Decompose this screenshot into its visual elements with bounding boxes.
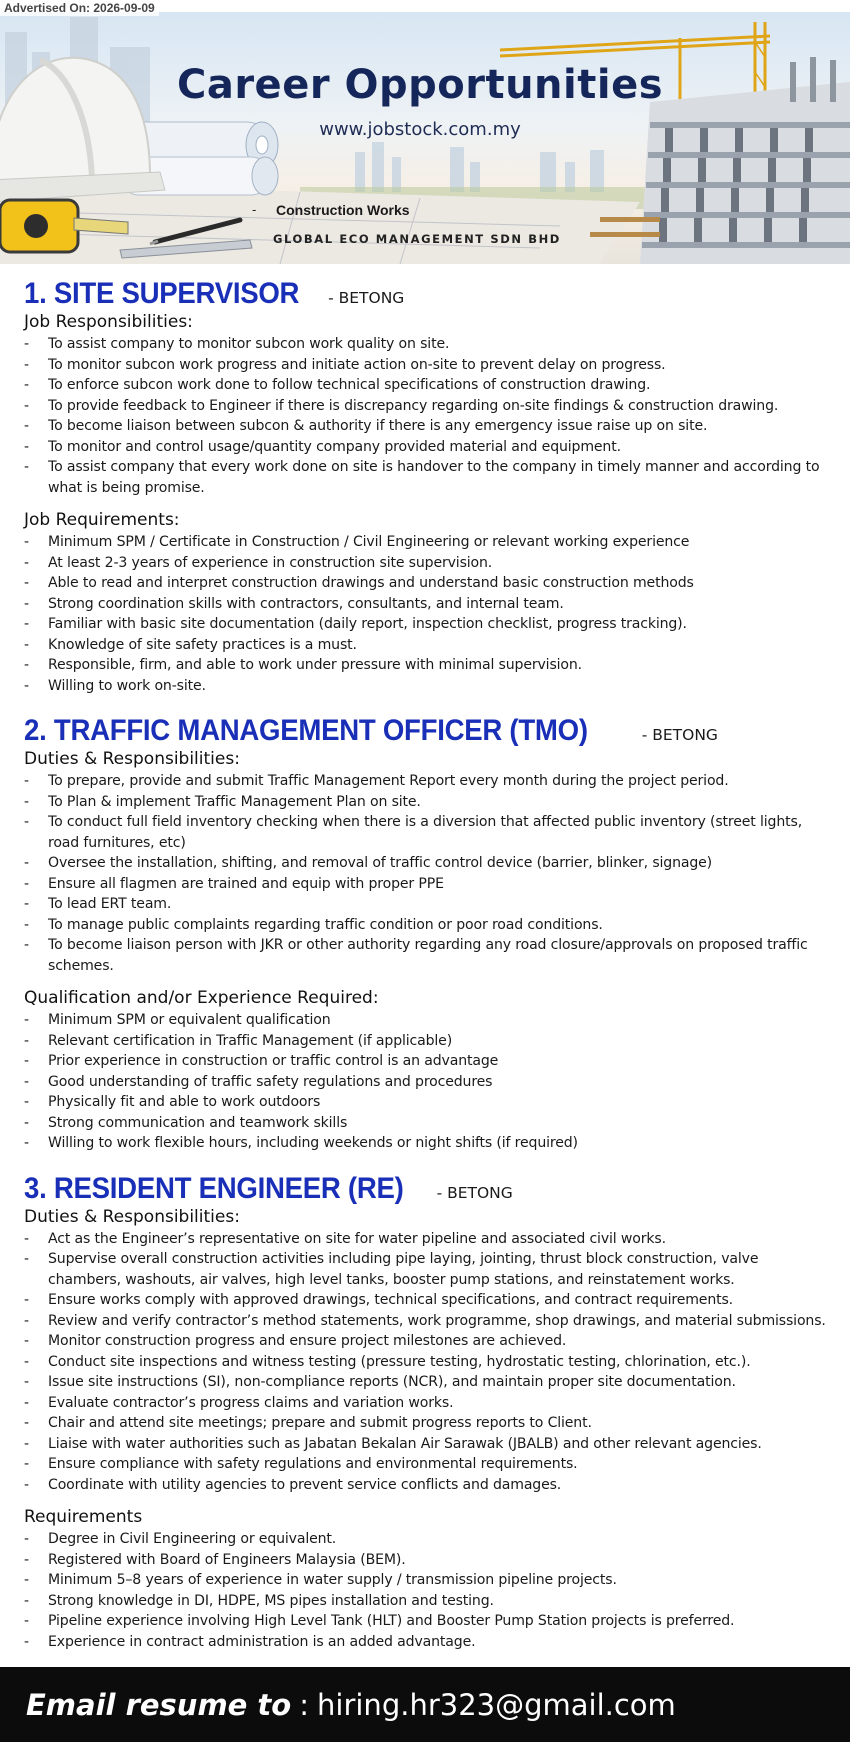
list-item: - Coordinate with utility agencies to prevent service conflicts and damages. — [24, 1475, 834, 1496]
section-heading: Qualification and/or Experience Required: — [24, 988, 379, 1008]
list-item: - Ensure works comply with approved drawings, technical specifications, and contract requirements. — [24, 1290, 834, 1311]
list-item: - Minimum SPM / Certificate in Construction / Civil Engineering or relevant working experience — [24, 532, 834, 553]
job-title-row — [24, 714, 834, 747]
list-item: - Review and verify contractor’s method statements, work programme, shop drawings, and material submissions. — [24, 1311, 834, 1332]
list-item: - Strong knowledge in DI, HDPE, MS pipes installation and testing. — [24, 1591, 834, 1612]
list-item: - To conduct full field inventory checking when there is a diversion that affected public inventory (street lights, road furnitures, etc) — [24, 812, 834, 853]
list-item: - To provide feedback to Engineer if there is discrepancy regarding on-site findings & construction drawing. — [24, 396, 834, 417]
responsibilities-list — [24, 771, 834, 976]
job-location: - BETONG — [323, 289, 405, 307]
job-location: - BETONG — [436, 1183, 513, 1202]
email-address-link[interactable]: hiring.hr323@gmail.com — [317, 1687, 676, 1722]
list-item: - To monitor subcon work progress and initiate action on-site to prevent delay on progress. — [24, 355, 834, 376]
job-title: 3. RESIDENT ENGINEER (RE) — [24, 1171, 404, 1205]
list-item: - Pipeline experience involving High Level Tank (HLT) and Booster Pump Station projects is preferred. — [24, 1611, 834, 1632]
list-item: - To become liaison person with JKR or other authority regarding any road closure/approvals on proposed traffic schemes. — [24, 935, 834, 976]
job-title-row — [24, 277, 834, 310]
job-site-supervisor — [24, 277, 834, 696]
job-location: - BETONG — [636, 726, 718, 744]
list-item: - Registered with Board of Engineers Malaysia (BEM). — [24, 1550, 834, 1571]
list-item: - Issue site instructions (SI), non-compliance reports (NCR), and maintain proper site documentation. — [24, 1372, 834, 1393]
list-item: - Monitor construction progress and ensure project milestones are achieved. — [24, 1331, 834, 1352]
list-item: - Familiar with basic site documentation (daily report, inspection checklist, progress tracking). — [24, 614, 834, 635]
responsibilities-list — [24, 334, 834, 498]
list-item: - Prior experience in construction or traffic control is an advantage — [24, 1051, 834, 1072]
list-item: - Willing to work on-site. — [24, 676, 834, 697]
email-colon: : — [299, 1687, 310, 1722]
list-item: - To Plan & implement Traffic Management Plan on site. — [24, 792, 834, 813]
section-heading: Requirements — [24, 1507, 143, 1527]
advertised-date: Advertised On: 2026-09-09 — [0, 0, 159, 16]
job-traffic-management-officer — [24, 714, 834, 1154]
list-item: - To lead ERT team. — [24, 894, 834, 915]
email-footer — [0, 1667, 850, 1742]
responsibilities-list — [24, 1229, 834, 1496]
list-item: - To prepare, provide and submit Traffic Management Report every month during the project period. — [24, 771, 834, 792]
list-item: - To enforce subcon work done to follow technical specifications of construction drawing. — [24, 375, 834, 396]
requirements-list — [24, 1529, 834, 1652]
job-title-row — [24, 1172, 834, 1205]
list-item: - Minimum SPM or equivalent qualification — [24, 1010, 834, 1031]
list-item: - Conduct site inspections and witness testing (pressure testing, hydrostatic testing, chlorination, etc.). — [24, 1352, 834, 1373]
list-item: - To monitor and control usage/quantity company provided material and equipment. — [24, 437, 834, 458]
list-item: - Liaise with water authorities such as Jabatan Bekalan Air Sarawak (JBALB) and other relevant agencies. — [24, 1434, 834, 1455]
list-item: - Responsible, firm, and able to work under pressure with minimal supervision. — [24, 655, 834, 676]
section-heading: Job Responsibilities: — [24, 312, 193, 332]
email-label: Email resume to — [26, 1687, 292, 1722]
banner-title: Career Opportunities — [176, 62, 663, 108]
job-listings — [24, 277, 834, 1670]
banner-category: Construction Works — [276, 202, 410, 218]
banner-company-name: GLOBAL ECO MANAGEMENT SDN BHD — [273, 232, 561, 246]
list-item: - Chair and attend site meetings; prepare and submit progress reports to Client. — [24, 1413, 834, 1434]
qualifications-list — [24, 1010, 834, 1154]
list-item: - Ensure compliance with safety regulations and environmental requirements. — [24, 1454, 834, 1475]
list-item: - Evaluate contractor’s progress claims and variation works. — [24, 1393, 834, 1414]
section-heading: Duties & Responsibilities: — [24, 1206, 240, 1227]
list-item: - Supervise overall construction activities including pipe laying, jointing, thrust block construction, valve chambers, washouts, air valves, high level tanks, booster pump stations, and reinstatement works. — [24, 1249, 834, 1290]
requirements-list — [24, 532, 834, 696]
list-item: - To assist company to monitor subcon work quality on site. — [24, 334, 834, 355]
job-title: 1. SITE SUPERVISOR — [24, 277, 300, 310]
list-item: - To assist company that every work done on site is handover to the company in timely manner and according to what is being promise. — [24, 457, 834, 498]
list-item: - Act as the Engineer’s representative on site for water pipeline and associated civil works. — [24, 1229, 834, 1250]
job-title: 2. TRAFFIC MANAGEMENT OFFICER (TMO) — [24, 714, 588, 747]
banner-url: www.jobstock.com.my — [319, 119, 521, 140]
list-item: - Good understanding of traffic safety regulations and procedures — [24, 1072, 834, 1093]
job-resident-engineer — [24, 1172, 834, 1653]
list-item: - Strong coordination skills with contractors, consultants, and internal team. — [24, 594, 834, 615]
list-item: - At least 2-3 years of experience in construction site supervision. — [24, 553, 834, 574]
list-item: - Ensure all flagmen are trained and equip with proper PPE — [24, 874, 834, 895]
list-item: - Willing to work flexible hours, including weekends or night shifts (if required) — [24, 1133, 834, 1154]
list-item: - To become liaison between subcon & authority if there is any emergency issue raise up on site. — [24, 416, 834, 437]
section-heading: Job Requirements: — [24, 510, 180, 530]
list-item: - Able to read and interpret construction drawings and understand basic construction methods — [24, 573, 834, 594]
banner-category-dash: - — [252, 202, 257, 217]
section-heading: Duties & Responsibilities: — [24, 749, 240, 769]
list-item: - Degree in Civil Engineering or equivalent. — [24, 1529, 834, 1550]
list-item: - Physically fit and able to work outdoors — [24, 1092, 834, 1113]
list-item: - Knowledge of site safety practices is a must. — [24, 635, 834, 656]
list-item: - Experience in contract administration is an added advantage. — [24, 1632, 834, 1653]
list-item: - Oversee the installation, shifting, and removal of traffic control device (barrier, blinker, signage) — [24, 853, 834, 874]
list-item: - Minimum 5–8 years of experience in water supply / transmission pipeline projects. — [24, 1570, 834, 1591]
banner — [0, 12, 850, 264]
list-item: - To manage public complaints regarding traffic condition or poor road conditions. — [24, 915, 834, 936]
list-item: - Relevant certification in Traffic Management (if applicable) — [24, 1031, 834, 1052]
list-item: - Strong communication and teamwork skills — [24, 1113, 834, 1134]
